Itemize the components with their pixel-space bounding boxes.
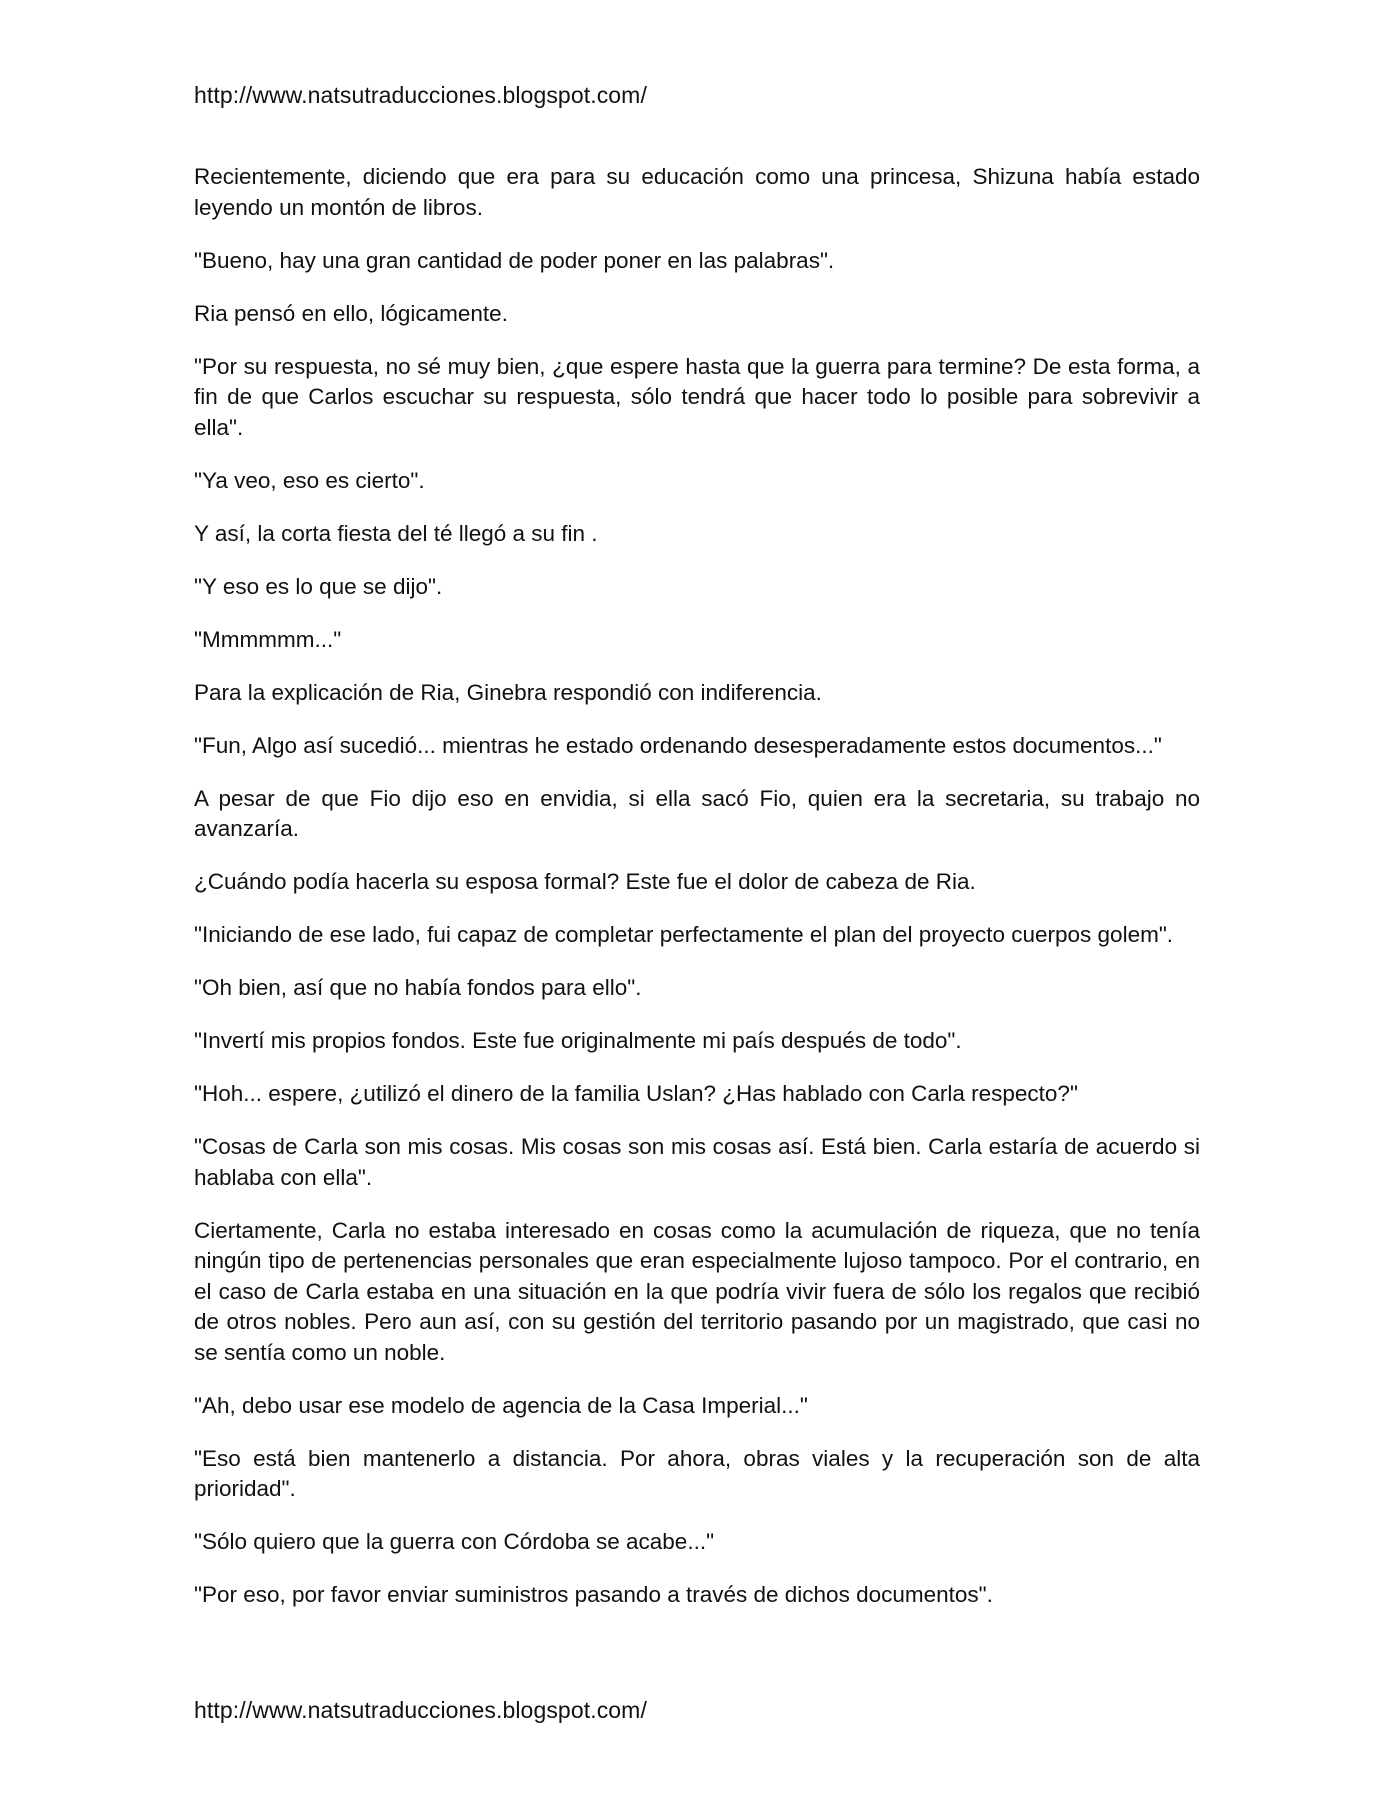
- header-url: http://www.natsutraducciones.blogspot.com/: [194, 82, 647, 108]
- paragraph-16: "Hoh... espere, ¿utilizó el dinero de la familia Uslan? ¿Has hablado con Carla respecto?": [194, 1081, 1078, 1106]
- paragraph-14: "Oh bien, así que no había fondos para ello".: [194, 975, 642, 1000]
- paragraph-1: Recientemente, diciendo que era para su educación como una princesa, Shizuna había estado leyendo un montón de libros.: [194, 164, 1200, 220]
- paragraph-2: "Bueno, hay una gran cantidad de poder poner en las palabras".: [194, 247, 835, 273]
- paragraph-20: "Eso está bien mantenerlo a distancia. Por ahora, obras viales y la recuperación son de alta prioridad".: [194, 1445, 1200, 1501]
- paragraph-11: A pesar de que Fio dijo eso en envidia, si ella sacó Fio, quien era la secretaria, su trabajo no avanzaría.: [194, 785, 1200, 841]
- paragraph-5: "Ya veo, eso es cierto".: [194, 467, 425, 493]
- paragraph-15: "Invertí mis propios fondos. Este fue originalmente mi país después de todo".: [194, 1028, 962, 1053]
- body-text: [194, 162, 1200, 1633]
- paragraph-4: "Por su respuesta, no sé muy bien, ¿que espere hasta que la guerra para termine? De esta forma, a fin de que Carlos escuchar su respuesta, sólo tendrá que hacer todo lo posible para sobrevivir a ella".: [194, 353, 1200, 440]
- paragraph-8: "Mmmmmm...": [194, 626, 342, 652]
- paragraph-12: ¿Cuándo podía hacerla su esposa formal? Este fue el dolor de cabeza de Ria.: [194, 869, 976, 894]
- paragraph-13: "Iniciando de ese lado, fui capaz de completar perfectamente el plan del proyecto cuerpos golem".: [194, 922, 1174, 947]
- paragraph-19: "Ah, debo usar ese modelo de agencia de la Casa Imperial...": [194, 1392, 808, 1418]
- paragraph-9: Para la explicación de Ria, Ginebra respondió con indiferencia.: [194, 679, 822, 705]
- paragraph-10: "Fun, Algo así sucedió... mientras he estado ordenando desesperadamente estos documentos...": [194, 732, 1162, 758]
- paragraph-21: "Sólo quiero que la guerra con Córdoba se acabe...": [194, 1529, 715, 1554]
- paragraph-22: "Por eso, por favor enviar suministros pasando a través de dichos documentos".: [194, 1582, 993, 1607]
- paragraph-18: Ciertamente, Carla no estaba interesado en cosas como la acumulación de riqueza, que no tenía ningún tipo de pertenencias personales que eran especialmente lujoso tampoco. Por el contrario, en el caso de Carla estaba en una situación en la que podría vivir fuera de sólo los regalos que recibió de otros nobles. Pero aun así, con su gestión del territorio pasando por un magistrado, que casi no se sentía como un noble.: [194, 1217, 1200, 1365]
- paragraph-17: "Cosas de Carla son mis cosas. Mis cosas son mis cosas así. Está bien. Carla estaría de acuerdo si hablaba con ella".: [194, 1134, 1200, 1190]
- footer-url: http://www.natsutraducciones.blogspot.com/: [194, 1697, 647, 1723]
- paragraph-6: Y así, la corta fiesta del té llegó a su fin .: [194, 520, 598, 546]
- paragraph-7: "Y eso es lo que se dijo".: [194, 573, 443, 599]
- paragraph-3: Ria pensó en ello, lógicamente.: [194, 300, 508, 326]
